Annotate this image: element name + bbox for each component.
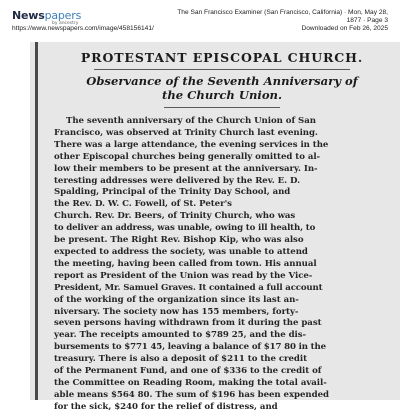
article-line: teresting addresses were delivered by the Rev. E. D. [54, 175, 301, 186]
article-line: Spalding, Principal of the Trinity Day School, and [54, 187, 291, 198]
source-url[interactable]: https://www.newspapers.com/image/458156141/ [12, 25, 154, 32]
logo-byline: by ancestry [52, 21, 79, 26]
article-line: low their members to be present at the anniversary. In- [54, 163, 318, 174]
page-info: 1877 · Page 3 [346, 17, 388, 25]
clip-metadata [148, 9, 388, 34]
subhead-line-1: Observance of the Seventh Anniversary of [86, 74, 358, 88]
headline: PROTESTANT EPISCOPAL CHURCH. [80, 50, 364, 65]
subhead-divider [164, 107, 280, 108]
article-line: The seventh anniversary of the Church Union of San [66, 116, 316, 126]
article-line: seven persons having withdrawn from it during the past [54, 318, 322, 329]
article-line: report as President of the Union was read by the Vice- [54, 270, 313, 281]
clipping-header [0, 0, 400, 42]
article-line: There was a large attendance, the evening services in the [54, 139, 329, 150]
article-line: be present. The Right Rev. Bishop Kip, who was also [54, 235, 304, 246]
download-date: Downloaded on Feb 26, 2025 [301, 25, 388, 33]
article-line: treasury. There is also a deposit of $211 to the credit [54, 354, 307, 365]
article-line: bursements to $771 45, leaving a balance of $17 80 in the [54, 342, 326, 353]
article-line: President, Mr. Samuel Graves. It contained a full account [54, 282, 323, 293]
article-line: of the Permanent Fund, and one of $336 to the credit of [54, 366, 322, 377]
article-line: year. The receipts amounted to $789 25, and the dis- [54, 330, 307, 341]
column-rule [35, 42, 38, 400]
headline-divider [94, 69, 350, 70]
logo-part-2: papers [44, 9, 82, 22]
article-line: of the working of the organization since its last an- [54, 294, 299, 305]
article-line: able means $564 80. The sum of $196 has been expended [54, 389, 329, 400]
article-line: the Committee on Reading Room, making the total avail- [54, 377, 327, 388]
article-line: to deliver an address, was unable, owing to ill health, to [54, 223, 316, 234]
article-line: for the sick, $240 for the relief of distress, and [54, 401, 278, 412]
article-line: Church. Rev. Dr. Beers, of Trinity Church, who was [54, 211, 296, 222]
article-line: expected to address the society, was unable to attend [54, 246, 308, 257]
publication-name: The San Francisco Examiner (San Francisco, California) · Mon, May 28, [177, 9, 388, 16]
logo-part-1: News [12, 9, 45, 22]
article-line: the Rev. D. W. C. Fowell, of St. Peter's [54, 199, 232, 210]
newspaper-scan [30, 42, 400, 412]
article-line: Francisco, was observed at Trinity Church last evening. [54, 127, 318, 138]
article [54, 48, 390, 414]
article-body [54, 116, 390, 414]
subhead-line-2: the Church Union. [161, 87, 283, 102]
article-line: the meeting, having been called from town. His annual [54, 258, 317, 269]
article-line: niversary. The society now has 155 members, forty- [54, 306, 299, 317]
article-line: other Episcopal churches being generally omitted to al- [54, 151, 321, 162]
